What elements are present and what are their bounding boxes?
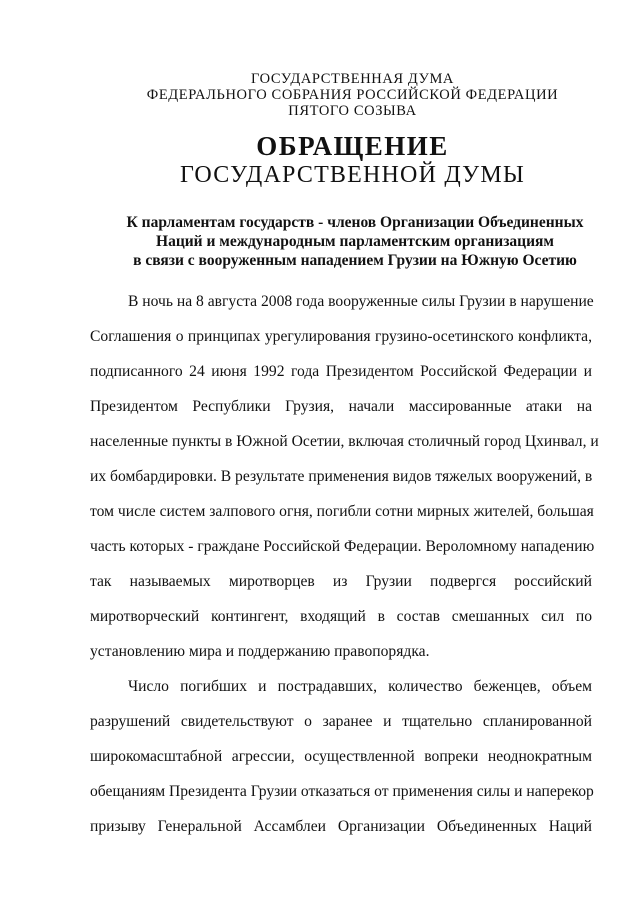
paragraph1-line: установлению мира и поддержанию правопорядка. [90, 643, 430, 660]
paragraph2-line: Число погибших и пострадавших, количество беженцев, объем [128, 678, 592, 695]
document-subtitle: ГОСУДАРСТВЕННОЙ ДУМЫ [179, 162, 526, 188]
paragraph1-line: В ночь на 8 августа 2008 года вооруженные силы Грузии в нарушение [128, 293, 594, 310]
paragraph1-line: так называемых миротворцев из Грузии подвергся российский [90, 573, 592, 590]
paragraph1-line: Президентом Республики Грузия, начали массированные атаки на [90, 398, 592, 415]
header-line-1: ГОСУДАРСТВЕННАЯ ДУМА [250, 71, 455, 87]
paragraph2-line: призыву Генеральной Ассамблеи Организации Объединенных Наций [90, 818, 592, 835]
addressee-line-1: К парламентам государств - членов Организации Объединенных [126, 214, 584, 231]
document-title: ОБРАЩЕНИЕ [256, 131, 449, 161]
paragraph1-line: миротворческий контингент, входящий в состав смешанных сил по [90, 608, 592, 625]
addressee-line-2: Наций и международным парламентским организациям [156, 233, 554, 250]
paragraph1-line: подписанного 24 июня 1992 года Президентом Российской Федерации и [90, 363, 592, 380]
paragraph1-line: том числе систем залпового огня, погибли сотни мирных жителей, большая [90, 503, 594, 520]
paragraph1-line: населенные пункты в Южной Осетии, включая столичный город Цхинвал, и [90, 433, 599, 450]
header-line-2: ФЕДЕРАЛЬНОГО СОБРАНИЯ РОССИЙСКОЙ ФЕДЕРАЦИИ [146, 87, 559, 103]
paragraph2-line: разрушений свидетельствуют о заранее и тщательно спланированной [90, 713, 592, 730]
addressee-line-3: в связи с вооруженным нападением Грузии на Южную Осетию [133, 252, 577, 269]
header-line-3: ПЯТОГО СОЗЫВА [288, 103, 417, 119]
paragraph1-line: часть которых - граждане Российской Федерации. Вероломному нападению [90, 538, 595, 555]
paragraph1-line: Соглашения о принципах урегулирования грузино-осетинского конфликта, [90, 328, 592, 345]
paragraph2-line: обещаниям Президента Грузии отказаться от применения силы и наперекор [90, 783, 594, 800]
paragraph2-line: широкомасштабной агрессии, осуществленной вопреки неоднократным [90, 748, 592, 765]
paragraph1-line: их бомбардировки. В результате применения видов тяжелых вооружений, в [90, 468, 593, 485]
